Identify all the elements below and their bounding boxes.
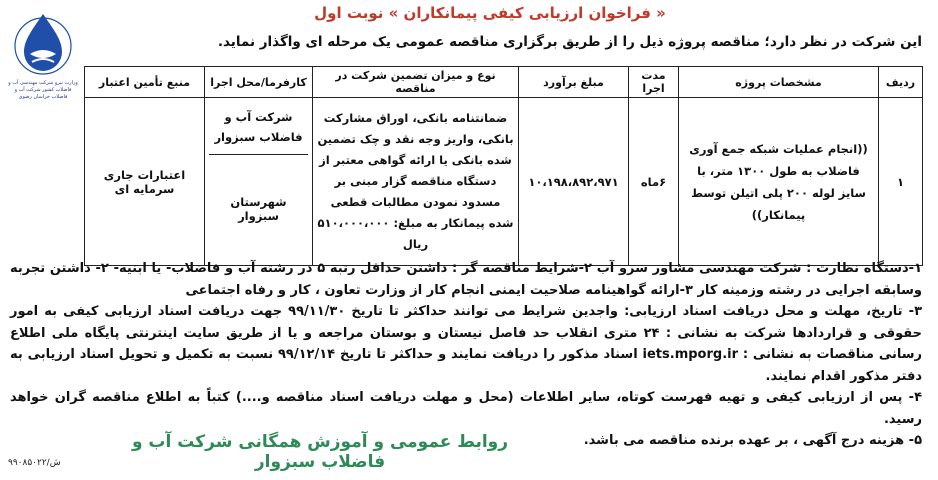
cell-row-no: ۱ xyxy=(879,98,923,266)
notice-title: « فراخوان ارزیابی کیفی پیمانکاران » نوبت اول xyxy=(314,4,666,22)
clause-3-part-a: ۳- تاریخ، مهلت و محل دریافت اسناد ارزیابی: واجدین شرایط می توانند حداکثر تا تاریخ ۹۹/۱۱/۳۰ جهت دریافت اسناد ارزیابی کیفی به امور حقوقی و قراردادها شرکت به نشانی : ۲۴ متری انقلاب حد فاصل نیستان و بوستان مراجعه و یا از طریق سایت اینترنتی پایگاه ملی اطلاع رسانی مناقصات به نشانی : xyxy=(10,304,923,362)
notice-code: ۹۹۰۸۵۰۲۲/ش xyxy=(8,458,61,468)
cell-duration: ۶ماه xyxy=(629,98,679,266)
website-link[interactable]: iets.mporg.ir xyxy=(642,347,738,362)
cell-estimate: ۱۰،۱۹۸،۸۹۲،۹۷۱ xyxy=(519,98,629,266)
cell-employer: شرکت آب و فاضلاب سبزوار xyxy=(209,100,308,155)
header-guarantee: نوع و میزان تضمین شرکت در مناقصه xyxy=(313,67,519,98)
cell-project: ((انجام عملیات شبکه جمع آوری فاضلاب به طول ۱۳۰۰ متر، با سایز لوله ۲۰۰ پلی اتیلن توسط پیمانکار)) xyxy=(679,98,879,266)
table-header-row xyxy=(85,67,923,98)
company-logo xyxy=(12,6,74,118)
header-estimate: مبلغ برآورد xyxy=(519,67,629,98)
clause-1-2: ۱-دستگاه نظارت : شرکت مهندسی مشاور سرو آب ۲-شرایط مناقصه گر : داشتن حداقل رتبه ۵ در رشته آب و فاضلاب- یا ابنیه- ۲- داشتن تجربه وسابقه اجرایی در رشته وزمینه کار ۳-ارائه گواهینامه صلاحیت ایمنی انجام کار از وزارت تعاون ، کار و رفاه اجتماعی xyxy=(10,261,922,298)
header-project: مشخصات پروژه xyxy=(679,67,879,98)
clause-3 xyxy=(10,301,922,387)
header-row-no: ردیف xyxy=(879,67,923,98)
cell-funding: اعتبارات جاری سرمایه ای xyxy=(85,98,205,266)
header-employer: کارفرما/محل اجرا xyxy=(205,67,313,98)
notice-intro: این شرکت در نظر دارد؛ مناقصه پروژه ذیل را از طریق برگزاری مناقصه عمومی یک مرحله ای واگذار نماید. xyxy=(217,34,922,50)
notice-body xyxy=(10,258,922,452)
cell-guarantee: ضمانتنامه بانکی، اوراق مشارکت بانکی، واریز وجه نقد و چک تضمین شده بانکی یا ارائه گواهی معتبر از دستگاه مناقصه گزار مبنی بر مسدود نمودن مطالبات قطعی شده پیمانکار به مبلغ: ۵۱۰،۰۰۰،۰۰۰ ریال xyxy=(313,98,519,266)
public-relations-signature: روابط عمومی و آموزش همگانی شرکت آب و فاضلاب سبزوار xyxy=(131,432,509,472)
cell-employer-location xyxy=(205,98,313,266)
table-row xyxy=(85,98,923,266)
header-duration: مدت اجرا xyxy=(629,67,679,98)
clause-4: ۴- پس از ارزیابی کیفی و تهیه فهرست کوتاه، سایر اطلاعات (محل و مهلت دریافت اسناد مناقصه و....) کتباً به اطلاع مناقصه گران خواهد رسید. xyxy=(10,390,922,427)
project-table xyxy=(84,66,923,266)
logo-caption: وزارت نیرو شرکت مهندسی آب و فاضلاب کشور شرکت آب و فاضلاب خراسان رضوی xyxy=(8,80,78,100)
header-funding: منبع تأمین اعتبار xyxy=(85,67,205,98)
water-drop-logo-icon xyxy=(12,6,74,86)
clause-3-part-b: اسناد مذکور را دریافت نمایند و حداکثر تا تاریخ ۹۹/۱۲/۱۴ نسبت به تکمیل و تحویل اسناد ارزیابی به دفتر مذکور اقدام نمایند. xyxy=(10,347,922,384)
clause-5: ۵- هزینه درج آگهی ، بر عهده برنده مناقصه می باشد. xyxy=(583,433,922,448)
cell-location: شهرستان سبزوار xyxy=(230,195,287,223)
